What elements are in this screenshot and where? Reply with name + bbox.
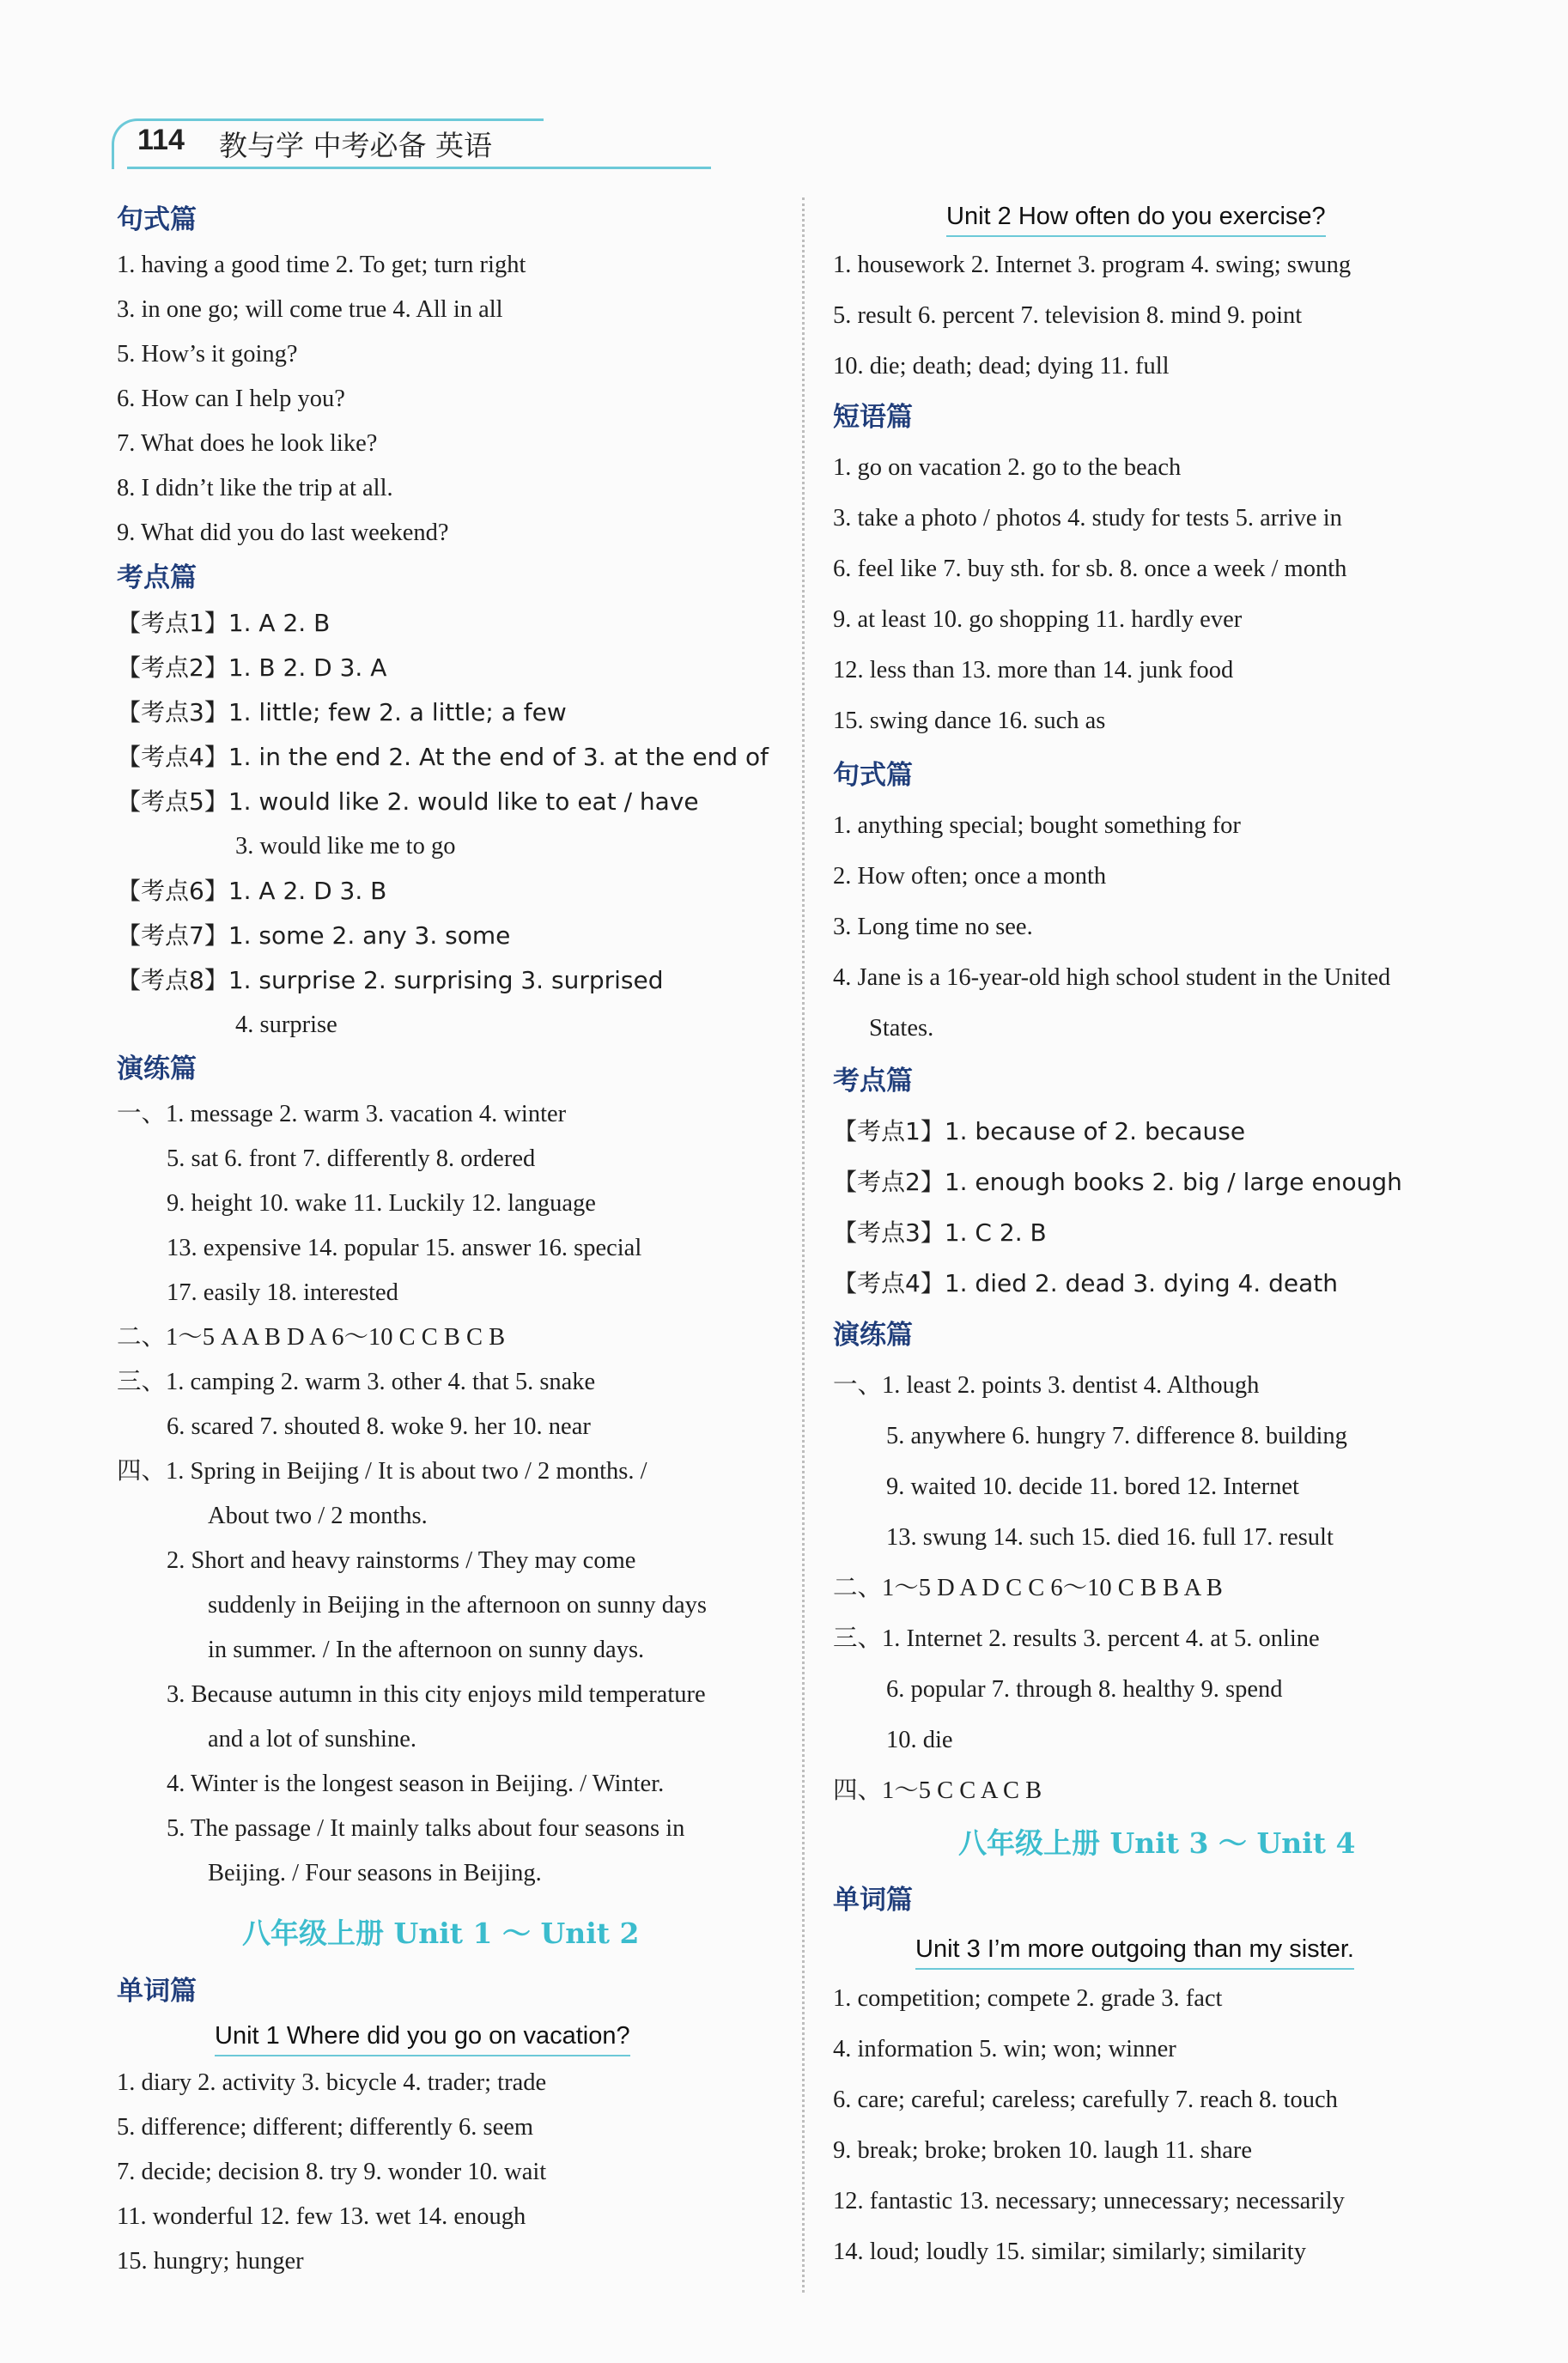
- answer-line: 12. less than 13. more than 14. junk food: [833, 657, 1234, 683]
- answer-line: 6. feel like 7. buy sth. for sb. 8. once a week / month: [833, 556, 1347, 582]
- answer-line: 二、1～5 A A B D A 6～10 C C B C B: [117, 1324, 506, 1351]
- answer-line: 11. wonderful 12. few 13. wet 14. enough: [117, 2203, 526, 2230]
- answer-line: 9. waited 10. decide 11. bored 12. Internet: [886, 1473, 1299, 1500]
- answer-line: 四、1～5 C C A C B: [833, 1777, 1042, 1804]
- answer-line: 4. surprise: [235, 1011, 337, 1038]
- answer-line: 15. hungry; hunger: [117, 2248, 304, 2275]
- section-title-yanlian: 演练篇: [117, 1054, 197, 1084]
- answer-line: 9. at least 10. go shopping 11. hardly ever: [833, 606, 1243, 633]
- answer-line: 二、1～5 D A D C C 6～10 C B B A B: [833, 1575, 1223, 1601]
- section-title-danci: 单词篇: [833, 1885, 913, 1916]
- answer-line: 【考点2】1. B 2. D 3. A: [117, 653, 387, 682]
- answer-line: 3. in one go; will come true 4. All in all: [117, 296, 503, 323]
- answer-line: 2. Short and heavy rainstorms / They may come: [167, 1547, 636, 1574]
- section-title-danci: 单词篇: [117, 1976, 197, 2007]
- answer-line: About two / 2 months.: [208, 1503, 428, 1529]
- section-title-jushi: 句式篇: [833, 760, 913, 791]
- answer-line: in summer. / In the afternoon on sunny days.: [208, 1637, 645, 1663]
- unit-title: Unit 3 I’m more outgoing than my sister.: [915, 1932, 1354, 1970]
- answer-line: 【考点3】1. C 2. B: [833, 1218, 1047, 1247]
- answer-line: 1. competition; compete 2. grade 3. fact: [833, 1985, 1223, 2012]
- answer-line: 【考点4】1. died 2. dead 3. dying 4. death: [833, 1269, 1338, 1297]
- answer-line: and a lot of sunshine.: [208, 1726, 417, 1753]
- answer-line: 9. break; broke; broken 10. laugh 11. share: [833, 2137, 1253, 2164]
- answer-line: 3. Because autumn in this city enjoys mild temperature: [167, 1681, 706, 1708]
- answer-line: 【考点4】1. in the end 2. At the end of 3. at the end of: [117, 743, 769, 771]
- answer-line: 5. result 6. percent 7. television 8. mind 9. point: [833, 302, 1303, 329]
- answer-line: 【考点2】1. enough books 2. big / large enough: [833, 1168, 1402, 1196]
- section-title-duanyu: 短语篇: [833, 402, 913, 433]
- section-title-kaodian: 考点篇: [833, 1066, 913, 1096]
- answer-line: 10. die: [886, 1727, 953, 1753]
- answer-line: 5. sat 6. front 7. differently 8. ordered: [167, 1145, 536, 1172]
- answer-line: 4. information 5. win; won; winner: [833, 2036, 1176, 2062]
- answer-line: 5. difference; different; differently 6. seem: [117, 2114, 534, 2141]
- answer-line: 14. loud; loudly 15. similar; similarly; similarity: [833, 2238, 1306, 2265]
- answer-line: States.: [869, 1015, 934, 1042]
- answer-line: 7. What does he look like?: [117, 430, 378, 457]
- answer-line: 3. Long time no see.: [833, 914, 1033, 940]
- answer-line: 一、1. least 2. points 3. dentist 4. Although: [833, 1372, 1260, 1399]
- section-title-kaodian: 考点篇: [117, 562, 197, 593]
- answer-line: 3. would like me to go: [235, 833, 456, 860]
- answer-line: 6. How can I help you?: [117, 386, 345, 412]
- header-underline: [127, 167, 711, 169]
- answer-line: 【考点7】1. some 2. any 3. some: [117, 921, 511, 950]
- answer-line: 10. die; death; dead; dying 11. full: [833, 353, 1170, 380]
- answer-line: 15. swing dance 16. such as: [833, 708, 1106, 734]
- answer-line: 【考点1】1. because of 2. because: [833, 1117, 1246, 1145]
- answer-line: 2. How often; once a month: [833, 863, 1107, 890]
- answer-line: 6. scared 7. shouted 8. woke 9. her 10. near: [167, 1413, 591, 1440]
- answer-line: 一、1. message 2. warm 3. vacation 4. winter: [117, 1101, 567, 1127]
- answer-line: 【考点8】1. surprise 2. surprising 3. surprised: [117, 966, 664, 994]
- answer-line: 13. swung 14. such 15. died 16. full 17. result: [886, 1524, 1334, 1551]
- answer-line: Beijing. / Four seasons in Beijing.: [208, 1860, 542, 1886]
- section-title-jushi: 句式篇: [117, 204, 197, 235]
- answer-line: 17. easily 18. interested: [167, 1279, 398, 1306]
- answer-line: 4. Jane is a 16-year-old high school student in the United: [833, 964, 1391, 991]
- answer-line: 1. diary 2. activity 3. bicycle 4. trader; trade: [117, 2069, 547, 2096]
- answer-line: 三、1. camping 2. warm 3. other 4. that 5. snake: [117, 1369, 596, 1395]
- answer-line: 9. height 10. wake 11. Luckily 12. language: [167, 1190, 596, 1217]
- answer-line: 6. care; careful; careless; carefully 7. reach 8. touch: [833, 2087, 1338, 2113]
- answer-line: 1. anything special; bought something for: [833, 812, 1241, 839]
- answer-line: 5. The passage / It mainly talks about four seasons in: [167, 1815, 685, 1842]
- answer-line: 四、1. Spring in Beijing / It is about two / 2 months. /: [117, 1458, 647, 1485]
- answer-line: 1. go on vacation 2. go to the beach: [833, 454, 1182, 481]
- answer-line: 7. decide; decision 8. try 9. wonder 10. wait: [117, 2159, 547, 2185]
- answer-line: 【考点5】1. would like 2. would like to eat / have: [117, 787, 699, 816]
- answer-line: 12. fantastic 13. necessary; unnecessary; necessarily: [833, 2188, 1345, 2214]
- answer-line: 1. having a good time 2. To get; turn right: [117, 252, 526, 278]
- answer-line: suddenly in Beijing in the afternoon on sunny days: [208, 1592, 708, 1619]
- unit-title: Unit 1 Where did you go on vacation?: [215, 2019, 630, 2056]
- book-header-title: 教与学 中考必备 英语: [219, 129, 492, 162]
- answer-line: 【考点1】1. A 2. B: [117, 609, 331, 637]
- page-number: 114: [137, 124, 185, 156]
- answer-line: 三、1. Internet 2. results 3. percent 4. at 5. online: [833, 1625, 1320, 1652]
- answer-line: 13. expensive 14. popular 15. answer 16. special: [167, 1235, 642, 1261]
- section-title-yanlian: 演练篇: [833, 1320, 913, 1351]
- answer-line: 8. I didn’t like the trip at all.: [117, 475, 393, 501]
- answer-line: 3. take a photo / photos 4. study for tests 5. arrive in: [833, 505, 1342, 532]
- answer-line: 6. popular 7. through 8. healthy 9. spend: [886, 1676, 1283, 1703]
- answer-line: 5. How’s it going?: [117, 341, 298, 368]
- answer-line: 5. anywhere 6. hungry 7. difference 8. building: [886, 1423, 1347, 1449]
- page-header: [112, 118, 713, 172]
- answer-line: 1. housework 2. Internet 3. program 4. swing; swung: [833, 252, 1352, 278]
- answer-line: 【考点6】1. A 2. D 3. B: [117, 877, 387, 905]
- column-divider: [802, 197, 805, 2293]
- answer-line: 9. What did you do last weekend?: [117, 519, 449, 546]
- unit-title: Unit 2 How often do you exercise?: [946, 199, 1326, 237]
- answer-line: 【考点3】1. little; few 2. a little; a few: [117, 698, 567, 726]
- book-section-title: 八年级上册 Unit 1 ～ Unit 2: [242, 1917, 640, 1950]
- answer-line: 4. Winter is the longest season in Beijing. / Winter.: [167, 1771, 665, 1797]
- book-section-title: 八年级上册 Unit 3 ～ Unit 4: [958, 1826, 1356, 1860]
